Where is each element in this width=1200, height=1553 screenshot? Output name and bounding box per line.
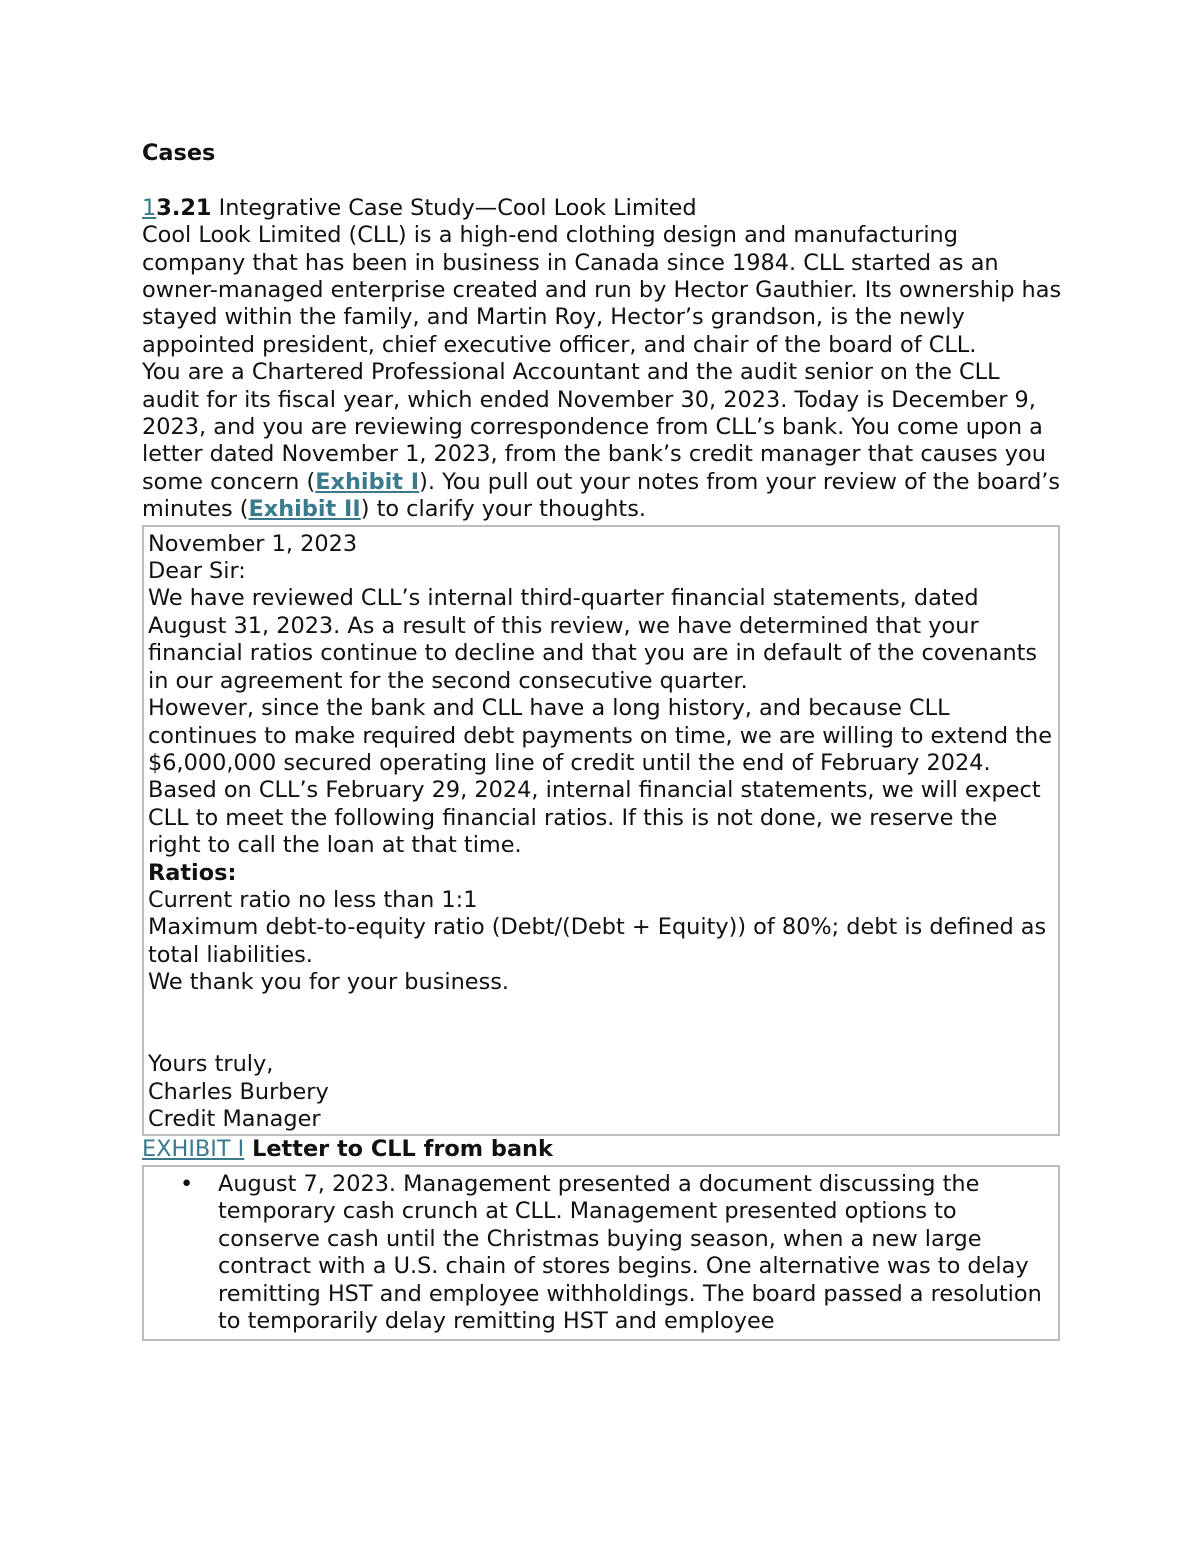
case-title	[142, 195, 1062, 222]
letter-ratio-current: Current ratio no less than 1:1	[148, 886, 478, 913]
exhibit-i-caption	[142, 1136, 1062, 1163]
document-page	[142, 140, 1062, 1341]
letter-paragraph-extension: However, since the bank and CLL have a long history, and because CLL continues to make required debt payments on time, we are willing to extend the $6,000,000 secured operating line of credit until the end of February 2024.	[148, 695, 1053, 776]
task-text-start: You are a Chartered Professional Accountant and the audit senior on the CLL audit for its fiscal year, which ended November 30, 2023. Today is December 9, 2023, and you are reviewing correspondence from CLL’s bank. You come upon a letter dated November 1, 2023, from the bank’s credit manager that causes you some concern (	[142, 359, 1046, 495]
letter-signer-title: Credit Manager	[148, 1106, 321, 1133]
letter-paragraph-review: We have reviewed CLL’s internal third-quarter financial statements, dated August 31, 2023. As a result of this review, we have determined that your financial ratios continue to decline and that you are in default of the covenants in our agreement for the second consecutive quarter.	[148, 585, 1038, 694]
exhibit-i-label-link[interactable]: EXHIBIT I	[142, 1135, 245, 1162]
task-text-mid: ). You pull out your notes from your review of the board’s minutes (	[142, 468, 1061, 523]
board-minutes-box	[142, 1165, 1060, 1341]
letter-ratio-debt-equity: Maximum debt-to-equity ratio (Debt/(Debt + Equity)) of 80%; debt is defined as total liabilities.	[148, 914, 1047, 968]
letter-paragraph-ratios-intro: Based on CLL’s February 29, 2024, internal financial statements, we will expect CLL to meet the following financial ratios. If this is not done, we reserve the right to call the loan at that time.	[148, 777, 1041, 859]
case-number: 3.21	[156, 194, 212, 221]
blank-lines	[148, 997, 1054, 1052]
letter-thanks: We thank you for your business.	[148, 969, 510, 996]
letter-closing: Yours truly,	[148, 1051, 274, 1078]
minutes-list	[148, 1171, 1058, 1339]
case-title-text: Integrative Case Study—Cool Look Limited	[211, 194, 697, 221]
letter-signer-name: Charles Burbery	[148, 1078, 329, 1105]
case-paragraph-intro: Cool Look Limited (CLL) is a high-end clothing design and manufacturing company that has been in business in Canada since 1984. CLL started as an owner-managed enterprise created and run by Hector Gauthier. Its ownership has stayed within the family, and Martin Roy, Hector’s grandson, is the newly appointed president, chief executive officer, and chair of the board of CLL.	[142, 222, 1062, 358]
case-paragraph-task	[142, 359, 1062, 523]
exhibit-i-link[interactable]: Exhibit I	[315, 468, 420, 495]
letter-salutation: Dear Sir:	[148, 558, 246, 585]
letter-ratios-heading: Ratios:	[148, 859, 237, 886]
list-item: • August 7, 2023. Management presented a document discussing the temporary cash crunch at CLL. Management presented options to conserve cash until the Christmas buying season, when a new large contract with a U.S. chain of stores begins. One alternative was to delay remitting HST and employee withholdings. The board passed a resolution to temporarily delay remitting HST and employee	[218, 1171, 1058, 1335]
bank-letter-box	[142, 525, 1060, 1136]
section-heading: Cases	[142, 140, 216, 166]
case-number-link[interactable]: 1	[142, 194, 157, 221]
exhibit-i-caption-text: Letter to CLL from bank	[244, 1135, 553, 1162]
blank-line	[142, 167, 1062, 194]
exhibit-ii-link[interactable]: Exhibit II	[248, 496, 361, 523]
letter-date: November 1, 2023	[148, 530, 358, 557]
task-text-end: ) to clarify your thoughts.	[360, 496, 646, 523]
